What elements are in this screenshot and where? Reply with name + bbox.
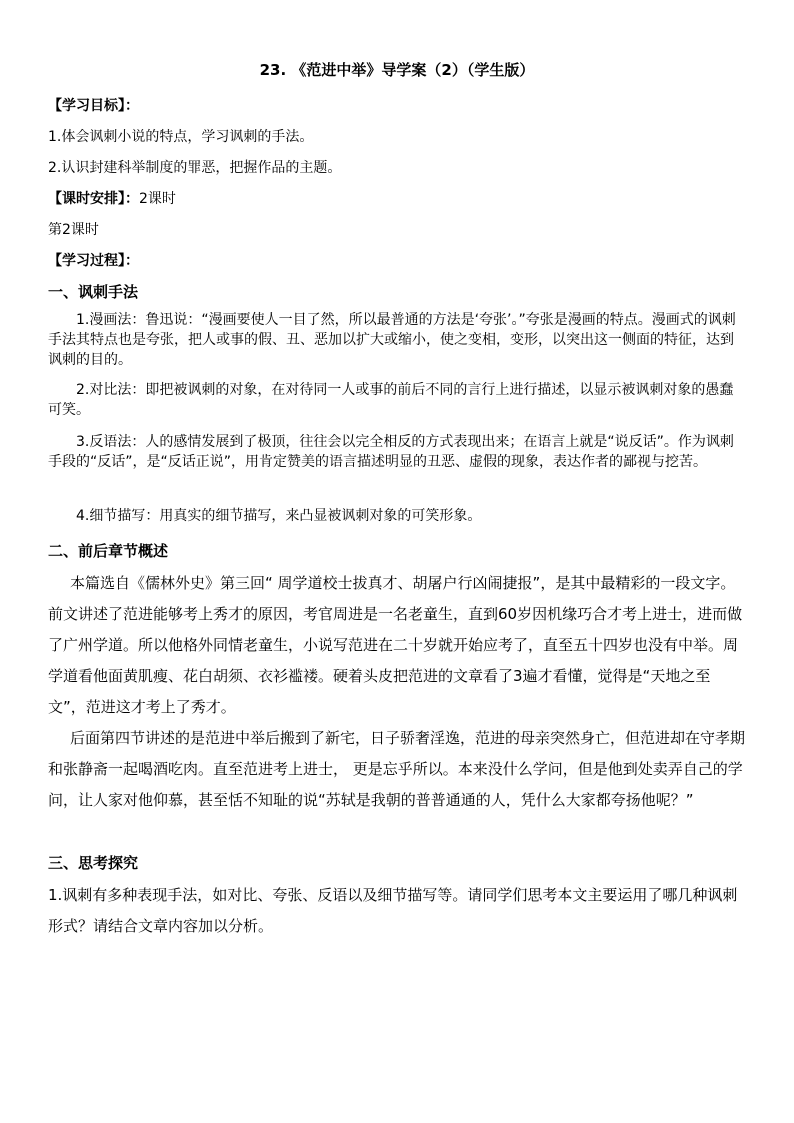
- objective-item: 1.体会讽刺小说的特点，学习讽刺的手法。: [48, 129, 314, 145]
- schedule-line: [48, 189, 176, 209]
- summary-paragraph: 后面第四节讲述的是范进中举后搬到了新宅，日子骄奢淫逸，范进的母亲突然身亡，但范进却在守孝期和张静斋一起喝酒吃肉。直至范进考上进士， 更是忘乎所以。本来没什么学问，但是他到处卖弄自己的学问，让人家对他仰慕，甚至恬不知耻的说“苏轼是我朝的普普通通的人，凭什么大家都夸扬他呢？”: [48, 729, 746, 809]
- technique-item: 3.反语法：人的感情发展到了极顶，往往会以完全相反的方式表现出来；在语言上就是“说反话”。作为讽刺手段的“反话”，是“反话正说”，用肯定赞美的语言描述明显的丑恶、虚假的现象，表达作者的鄙视与挖苦。: [48, 434, 734, 470]
- section1-heading: 一、讽刺手法: [48, 283, 139, 301]
- question-text: 1.讽刺有多种表现手法，如对比、夸张、反语以及细节描写等。请同学们思考本文主要运用了哪几种讽刺形式？请结合文章内容加以分析。: [48, 886, 738, 935]
- technique-item: 2.对比法：即把被讽刺的对象，在对待同一人或事的前后不同的言行上进行描述，以显示被讽刺对象的愚蠢可笑。: [48, 382, 734, 418]
- session-label: 第2课时: [48, 222, 99, 238]
- section2-heading: 二、前后章节概述: [48, 542, 169, 560]
- objectives-heading: 【学习目标】：: [48, 98, 139, 114]
- technique-item: 4.细节描写：用真实的细节描写，来凸显被讽刺对象的可笑形象。: [76, 508, 482, 524]
- section3-heading: 三、思考探究: [48, 854, 139, 872]
- summary-paragraph: 本篇选自《儒林外史》第三回“ 周学道校士拔真才、胡屠户行凶闹捷报”，是其中最精彩的一段文字。前文讲述了范进能够考上秀才的原因，考官周进是一名老童生，直到60岁因机缘巧合才考上进士，进而做了广州学道。所以他格外同情老童生，小说写范进在二十岁就开始应考了，直至五十四岁也没有中举。周学道看他面黄肌瘦、花白胡须、衣衫褴褛。硬着头皮把范进的文章看了3遍才看懂，觉得是“天地之至文”，范进这才考上了秀才。: [48, 574, 743, 716]
- technique-item: 1.漫画法：鲁迅说：“漫画要使人一目了然，所以最普通的方法是‘夸张’。”夸张是漫画的特点。漫画式的讽刺手法其特点也是夸张，把人或事的假、丑、恶加以扩大或缩小，使之变相，变形，以突出这一侧面的特征，达到讽刺的目的。: [48, 312, 736, 368]
- schedule-heading: 【课时安排】：: [48, 191, 139, 207]
- schedule-value: 2课时: [139, 191, 176, 207]
- process-heading: 【学习过程】：: [48, 253, 139, 269]
- objective-item: 2.认识封建科举制度的罪恶，把握作品的主题。: [48, 160, 342, 176]
- document-title: 23. 《范进中举》导学案（2）（学生版）: [259, 61, 535, 79]
